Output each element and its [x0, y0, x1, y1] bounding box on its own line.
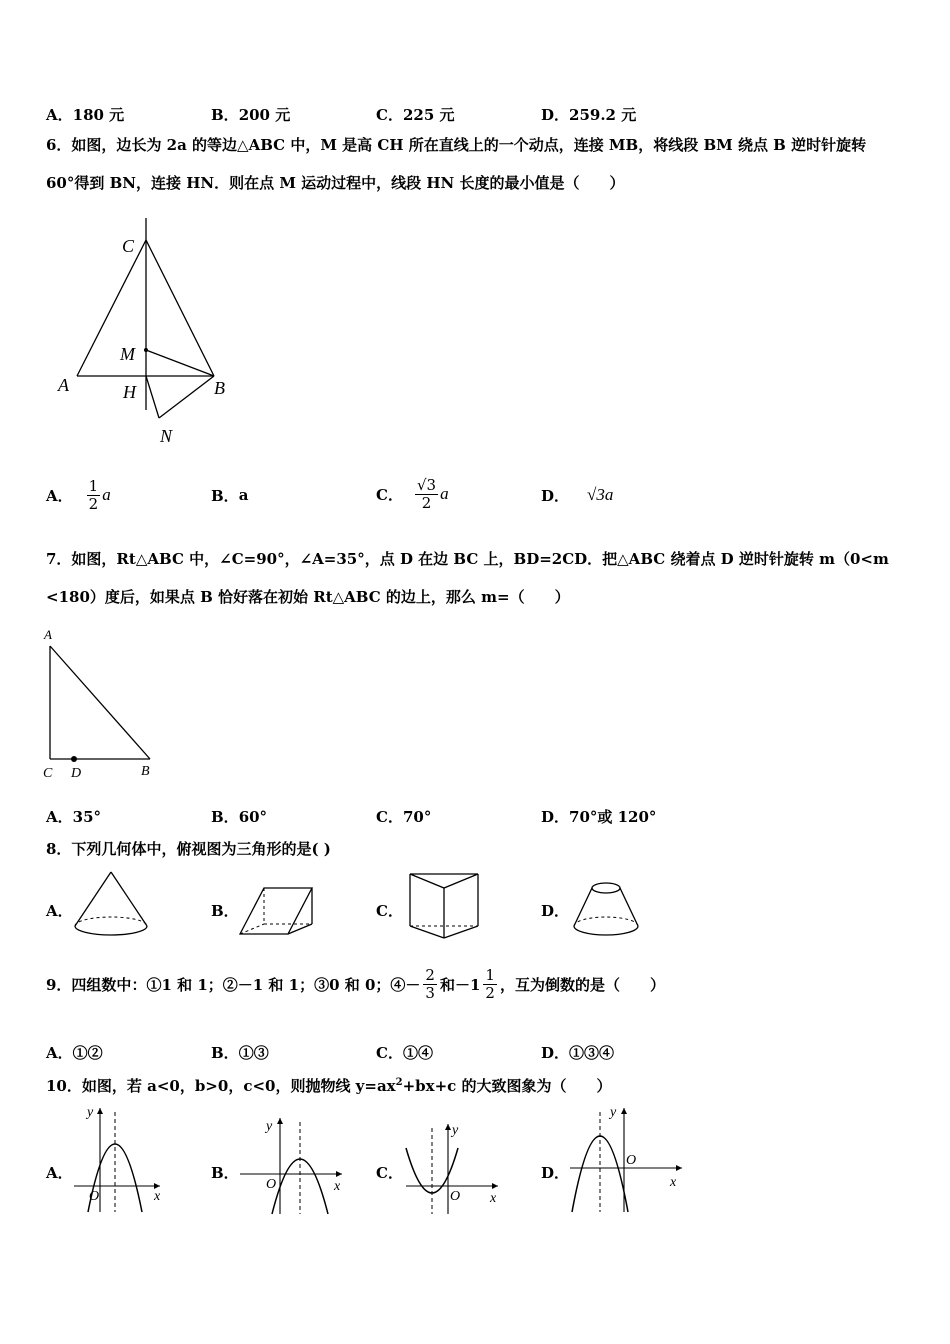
q7-question-line2: <180）度后，如果点 B 恰好落在初始 Rt△ABC 的边上，那么 m=（ ）: [46, 588, 570, 606]
q7-option-a: A．35°: [46, 808, 102, 826]
q6-question-line2: 60°得到 BN，连接 HN．则在点 M 运动过程中，线段 HN 长度的最小值是（ ）: [46, 174, 625, 192]
label-d: D: [71, 766, 82, 781]
triangular-prism-shape: [236, 880, 318, 942]
svg-text:x: x: [154, 1189, 161, 1204]
q8-option-d-label: D．: [541, 902, 570, 920]
q7-figure: [40, 624, 160, 784]
graph-a: [70, 1104, 165, 1216]
q7-question-line1: 7．如图，Rt△ABC 中，∠C=90°，∠A=35°，点 D 在边 BC 上，BD=2CD．把△ABC 绕着点 D 逆时针旋转 m（0<m: [46, 550, 889, 568]
graph-b: [236, 1114, 346, 1216]
q9-question: 9．四组数中：①1 和 1；②－1 和 1；③0 和 0；④－ $\frac{2}{3}$ 和－1 $\frac{1}{2}$ ，互为倒数的是（ ）: [46, 966, 665, 1002]
q5-option-c: C．225 元: [376, 106, 455, 124]
label-c: C: [122, 236, 135, 256]
label-n: N: [160, 426, 173, 446]
svg-text:O: O: [626, 1153, 637, 1168]
svg-text:x: x: [334, 1179, 341, 1194]
q10-question: 10．如图，若 a<0，b>0，c<0，则抛物线 $y=ax^2+bx+c$ 的大致图象为（ ）: [46, 1077, 612, 1095]
q5-option-d: D．259.2 元: [541, 106, 637, 124]
q10-option-c-label: C．: [376, 1164, 403, 1182]
q9-option-d: D．①③④: [541, 1044, 615, 1062]
label-h: H: [123, 382, 136, 402]
svg-text:y: y: [610, 1105, 617, 1120]
label-b: B: [214, 378, 225, 398]
upright-prism-shape: [404, 870, 484, 942]
q8-option-c-label: C．: [376, 902, 403, 920]
q10-option-d-label: D．: [541, 1164, 570, 1182]
point-d: [71, 756, 77, 762]
q9-option-a: A．①②: [46, 1044, 103, 1062]
q5-option-a: A．180 元: [46, 106, 125, 124]
q7-option-c: C．70°: [376, 808, 432, 826]
frustum-shape: [570, 878, 642, 940]
q5-option-b: B．200 元: [211, 106, 291, 124]
label-a: A: [58, 375, 69, 395]
q9-option-c: C．①④: [376, 1044, 433, 1062]
q6-option-d: D． √3a: [541, 485, 614, 505]
q10-option-a-label: A．: [46, 1164, 73, 1182]
graph-c: [402, 1120, 502, 1216]
q6-option-a: A． $\frac{1}{2}$ a: [46, 477, 111, 513]
q6-option-c: C． $\frac{√3}{2}$ a: [376, 476, 449, 512]
label-c: C: [43, 766, 53, 781]
q9-option-b: B．①③: [211, 1044, 269, 1062]
q6-option-b: B． a: [211, 486, 249, 505]
graph-d: [566, 1104, 686, 1216]
svg-text:y: y: [266, 1119, 273, 1134]
label-m: M: [120, 344, 135, 364]
svg-text:O: O: [89, 1189, 100, 1204]
q7-option-b: B．60°: [211, 808, 268, 826]
svg-text:O: O: [450, 1189, 461, 1204]
q10-option-b-label: B．: [211, 1164, 239, 1182]
svg-text:x: x: [490, 1191, 497, 1206]
svg-text:y: y: [87, 1105, 94, 1120]
q7-option-d: D．70°或 120°: [541, 808, 657, 826]
q8-option-b-label: B．: [211, 902, 239, 920]
svg-text:x: x: [670, 1175, 677, 1190]
label-a: A: [44, 627, 52, 642]
q6-question-line1: 6．如图，边长为 2a 的等边△ABC 中，M 是高 CH 所在直线上的一个动点，连接 MB，将线段 BM 绕点 B 逆时针旋转: [46, 136, 867, 154]
label-b: B: [141, 764, 150, 779]
q6-figure: [50, 210, 250, 455]
q8-option-a-label: A．: [46, 902, 73, 920]
cone-shape: [70, 868, 152, 940]
svg-text:y: y: [452, 1123, 459, 1138]
q8-question: 8．下列几何体中，俯视图为三角形的是( ): [46, 840, 331, 858]
svg-text:O: O: [266, 1177, 277, 1192]
